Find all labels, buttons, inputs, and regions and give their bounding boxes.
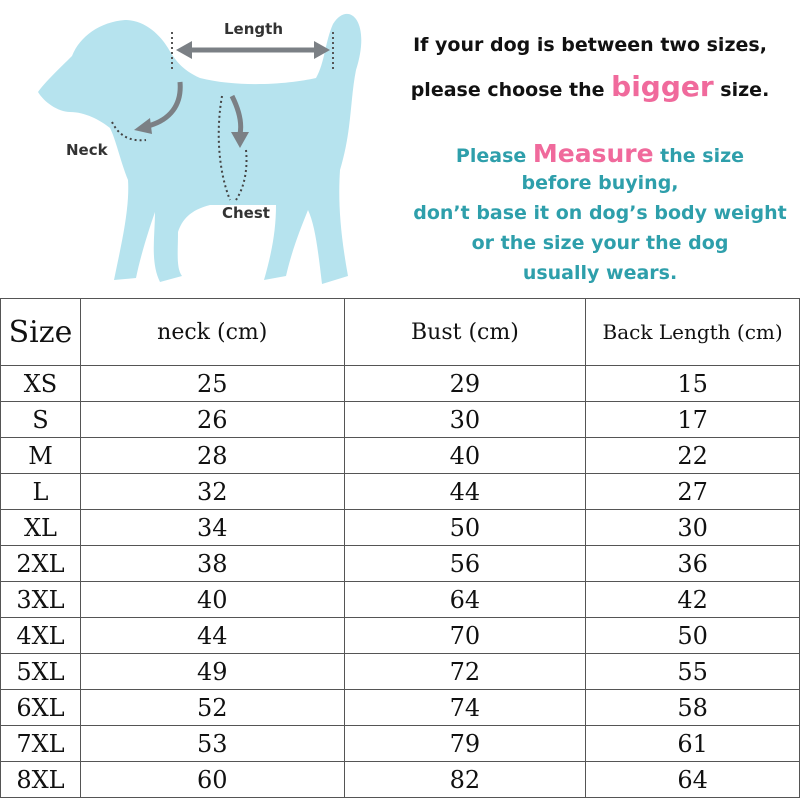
- measure-note-line3: don’t base it on dog’s body weight: [413, 202, 787, 224]
- cell-bust: 40: [344, 438, 586, 474]
- length-arrow-left-head: [176, 41, 192, 59]
- cell-bust: 74: [344, 690, 586, 726]
- size-note-line2-start: please choose the: [410, 79, 612, 101]
- measure-note-line1-start: Please: [455, 145, 533, 167]
- cell-size: 3XL: [1, 582, 81, 618]
- size-note-line1: If your dog is between two sizes,: [413, 34, 767, 56]
- cell-neck: 38: [80, 546, 344, 582]
- cell-back-length: 27: [586, 474, 800, 510]
- size-note-line2-end: size.: [713, 79, 770, 101]
- cell-size: XS: [1, 366, 81, 402]
- cell-bust: 50: [344, 510, 586, 546]
- cell-neck: 53: [80, 726, 344, 762]
- cell-size: 2XL: [1, 546, 81, 582]
- cell-bust: 44: [344, 474, 586, 510]
- table-row: [1, 546, 800, 582]
- measure-note-line4: or the size your the dog: [471, 232, 729, 254]
- size-note-line2: [380, 70, 800, 103]
- cell-size: 6XL: [1, 690, 81, 726]
- cell-back-length: 30: [586, 510, 800, 546]
- table-row: [1, 654, 800, 690]
- cell-bust: 64: [344, 582, 586, 618]
- table-row: [1, 582, 800, 618]
- table-row: [1, 510, 800, 546]
- cell-back-length: 58: [586, 690, 800, 726]
- cell-bust: 70: [344, 618, 586, 654]
- cell-back-length: 42: [586, 582, 800, 618]
- cell-neck: 49: [80, 654, 344, 690]
- cell-neck: 52: [80, 690, 344, 726]
- table-body: [1, 366, 800, 798]
- header-size: Size: [1, 299, 81, 366]
- cell-bust: 72: [344, 654, 586, 690]
- table-row: [1, 366, 800, 402]
- cell-neck: 34: [80, 510, 344, 546]
- cell-size: L: [1, 474, 81, 510]
- cell-back-length: 64: [586, 762, 800, 798]
- cell-bust: 29: [344, 366, 586, 402]
- table-row: [1, 762, 800, 798]
- cell-neck: 60: [80, 762, 344, 798]
- table-row: [1, 402, 800, 438]
- header-bust: Bust (cm): [344, 299, 586, 366]
- measure-note-line2: before buying,: [521, 172, 679, 194]
- dog-illustration: [0, 0, 380, 296]
- cell-neck: 40: [80, 582, 344, 618]
- cell-bust: 82: [344, 762, 586, 798]
- neck-label: Neck: [66, 141, 108, 159]
- header-back-length: Back Length (cm): [586, 299, 800, 366]
- length-label: Length: [224, 20, 283, 38]
- cell-size: 8XL: [1, 762, 81, 798]
- table-row: [1, 438, 800, 474]
- measure-note-line1-end: the size: [653, 145, 745, 167]
- cell-neck: 32: [80, 474, 344, 510]
- header-neck: neck (cm): [80, 299, 344, 366]
- cell-neck: 26: [80, 402, 344, 438]
- cell-back-length: 22: [586, 438, 800, 474]
- cell-back-length: 36: [586, 546, 800, 582]
- table-row: [1, 474, 800, 510]
- table-row: [1, 726, 800, 762]
- cell-size: XL: [1, 510, 81, 546]
- table-row: [1, 618, 800, 654]
- cell-bust: 30: [344, 402, 586, 438]
- cell-back-length: 50: [586, 618, 800, 654]
- cell-neck: 25: [80, 366, 344, 402]
- cell-back-length: 61: [586, 726, 800, 762]
- cell-neck: 44: [80, 618, 344, 654]
- measurement-guide: [0, 0, 800, 296]
- cell-size: 7XL: [1, 726, 81, 762]
- table-row: [1, 690, 800, 726]
- cell-back-length: 15: [586, 366, 800, 402]
- measure-note-line5: usually wears.: [522, 262, 678, 284]
- cell-neck: 28: [80, 438, 344, 474]
- cell-back-length: 17: [586, 402, 800, 438]
- measure-highlight: Measure: [532, 139, 654, 168]
- cell-size: S: [1, 402, 81, 438]
- cell-size: M: [1, 438, 81, 474]
- size-chart-table: [0, 298, 800, 798]
- bigger-highlight: bigger: [611, 70, 714, 103]
- table-header-row: [1, 299, 800, 366]
- measure-note-line1: [400, 139, 800, 168]
- cell-size: 5XL: [1, 654, 81, 690]
- chest-label: Chest: [222, 204, 270, 222]
- cell-bust: 79: [344, 726, 586, 762]
- cell-bust: 56: [344, 546, 586, 582]
- cell-back-length: 55: [586, 654, 800, 690]
- cell-size: 4XL: [1, 618, 81, 654]
